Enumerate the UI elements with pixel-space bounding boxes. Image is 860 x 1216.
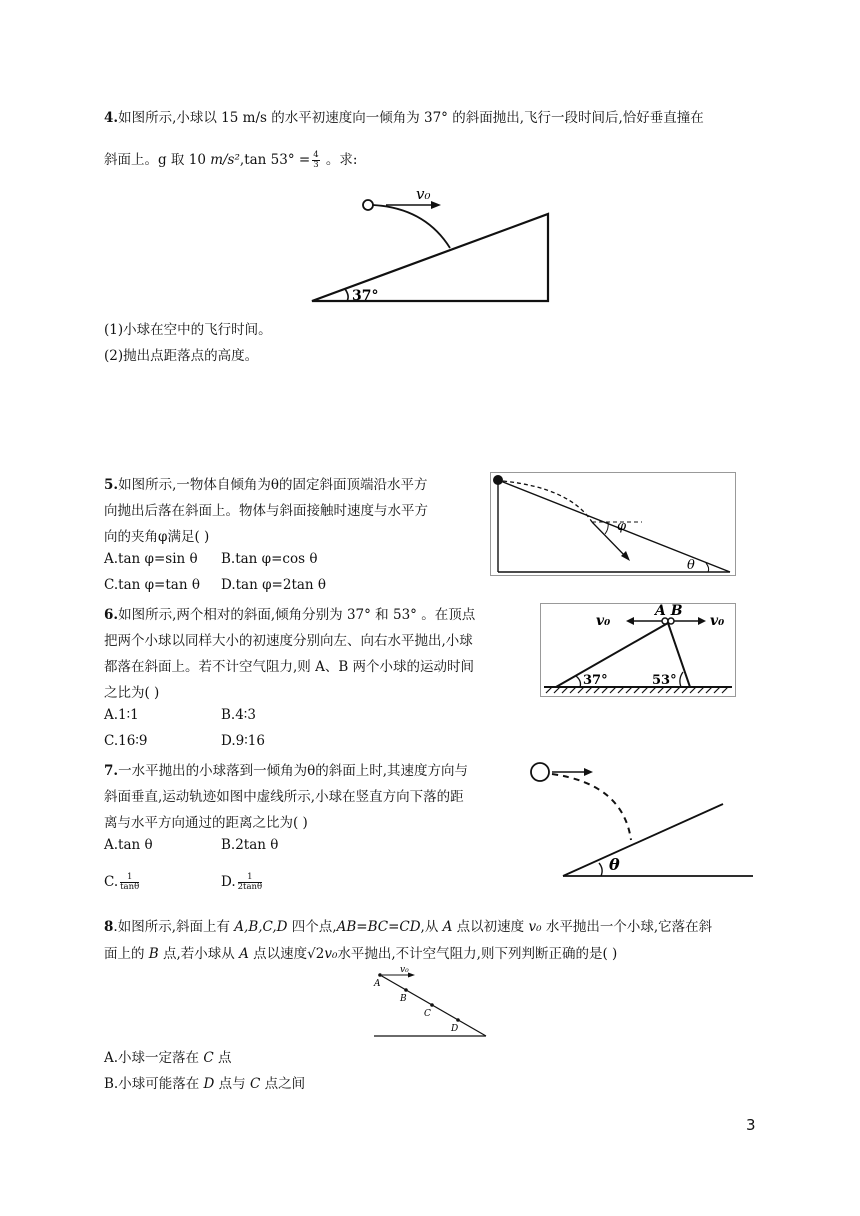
q6-figure <box>540 603 736 697</box>
q8-sqrt2: √2 <box>307 946 325 962</box>
q4-text-2a: 斜面上。g 取 10 <box>104 152 211 168</box>
q4-number: 4. <box>104 110 119 126</box>
q6-line1 <box>104 603 475 623</box>
q4-sub2: (2)抛出点距落点的高度。 <box>104 348 259 364</box>
q7-line3: 离与水平方向通过的距离之比为( ) <box>104 815 308 831</box>
q5-option-a: A.tan φ=sin θ <box>104 551 198 567</box>
q4-line1 <box>104 106 704 126</box>
q8-line1: 8.如图所示,斜面上有 A,B,C,D 四个点,AB=BC=CD,从 A 点以初速度 v₀ 水平抛出一个小球,它落在斜 <box>104 919 713 935</box>
q6-fig-angle-left: 37° <box>583 673 608 688</box>
q8-line2: 面上的 B 点,若小球从 A 点以速度√2v₀水平抛出,不计空气阻力,则下列判断正确的是( ) <box>104 946 618 962</box>
q5-option-c: C.tan φ=tan θ <box>104 577 200 593</box>
q5-line1 <box>104 473 428 493</box>
q6-option-d: D.9∶16 <box>221 733 265 749</box>
q5-text-1: 如图所示,一物体自倾角为θ的固定斜面顶端沿水平方 <box>118 477 428 493</box>
q4-unit: m/s² <box>210 152 240 168</box>
q4-figure <box>300 186 560 306</box>
q6-option-a: A.1∶1 <box>104 707 139 723</box>
q6-fig-v0-left: v₀ <box>596 613 611 629</box>
q8-fig-a: A <box>374 979 381 989</box>
q8-figure <box>370 963 490 1039</box>
q7-number: 7. <box>104 763 119 779</box>
q6-fig-v0-right: v₀ <box>710 613 725 629</box>
q5-line2: 向抛出后落在斜面上。物体与斜面接触时速度与水平方 <box>104 503 428 519</box>
q6-fig-angle-right: 53° <box>652 673 677 688</box>
q4-text-2b: ,tan 53° = <box>239 152 311 168</box>
q7-option-d-fraction: $\frac{1}{2\tan\theta}$ <box>237 872 263 892</box>
q4-fig-angle: 37° <box>352 288 379 304</box>
q7-figure <box>528 756 758 880</box>
q6-number: 6. <box>104 607 119 623</box>
q5-number: 5. <box>104 477 119 493</box>
q6-option-c: C.16∶9 <box>104 733 148 749</box>
q7-option-c-fraction: $\frac{1}{\tan\theta}$ <box>120 872 140 892</box>
q4-fraction: $\frac{4}{3}$ <box>313 150 319 170</box>
q8-option-b: B.小球可能落在 D 点与 C 点之间 <box>104 1076 306 1092</box>
q7-fig-theta: θ <box>609 855 620 874</box>
q6-fig-ab: A B <box>655 603 683 619</box>
q4-sub1: (1)小球在空中的飞行时间。 <box>104 322 272 338</box>
q6-line4: 之比为( ) <box>104 685 160 701</box>
q5-fig-theta: θ <box>687 558 695 573</box>
q6-line3: 都落在斜面上。若不计空气阻力,则 A、B 两个小球的运动时间 <box>104 659 475 675</box>
q6-line2: 把两个小球以同样大小的初速度分别向左、向右水平抛出,小球 <box>104 633 473 649</box>
q8-number: 8 <box>104 919 114 935</box>
q7-line2: 斜面垂直,运动轨迹如图中虚线所示,小球在竖直方向下落的距 <box>104 789 464 805</box>
q4-text-2c: 。求: <box>321 152 358 168</box>
q7-option-b: B.2tan θ <box>221 837 279 853</box>
q7-option-a: A.tan θ <box>104 837 153 853</box>
q6-option-b: B.4∶3 <box>221 707 256 723</box>
q7-text-1: 一水平抛出的小球落到一倾角为θ的斜面上时,其速度方向与 <box>118 763 469 779</box>
q5-fig-phi: φ <box>617 519 627 534</box>
q8-fig-d: D <box>451 1024 459 1034</box>
q5-figure <box>490 472 736 576</box>
page-number: 3 <box>746 1116 756 1134</box>
q8-option-a: A.小球一定落在 C 点 <box>104 1050 232 1066</box>
q7-option-d: D. $\frac{1}{2\tan\theta}$ <box>221 872 263 892</box>
q8-fig-b: B <box>400 994 407 1004</box>
q7-option-c: C. $\frac{1}{\tan\theta}$ <box>104 872 140 892</box>
q6-text-1: 如图所示,两个相对的斜面,倾角分别为 37° 和 53° 。在顶点 <box>118 607 476 623</box>
q5-line3: 向的夹角φ满足( ) <box>104 529 210 545</box>
q8-fig-v0: v₀ <box>400 965 409 975</box>
q8-fig-c: C <box>424 1009 431 1019</box>
q7-line1 <box>104 759 468 779</box>
q5-option-d: D.tan φ=2tan θ <box>221 577 327 593</box>
q4-text-1: 如图所示,小球以 15 m/s 的水平初速度向一倾角为 37° 的斜面抛出,飞行一段时间后,恰好垂直撞在 <box>118 110 704 126</box>
q4-fig-v0: v₀ <box>416 185 431 203</box>
q5-option-b: B.tan φ=cos θ <box>221 551 318 567</box>
q4-line2 <box>104 148 357 170</box>
